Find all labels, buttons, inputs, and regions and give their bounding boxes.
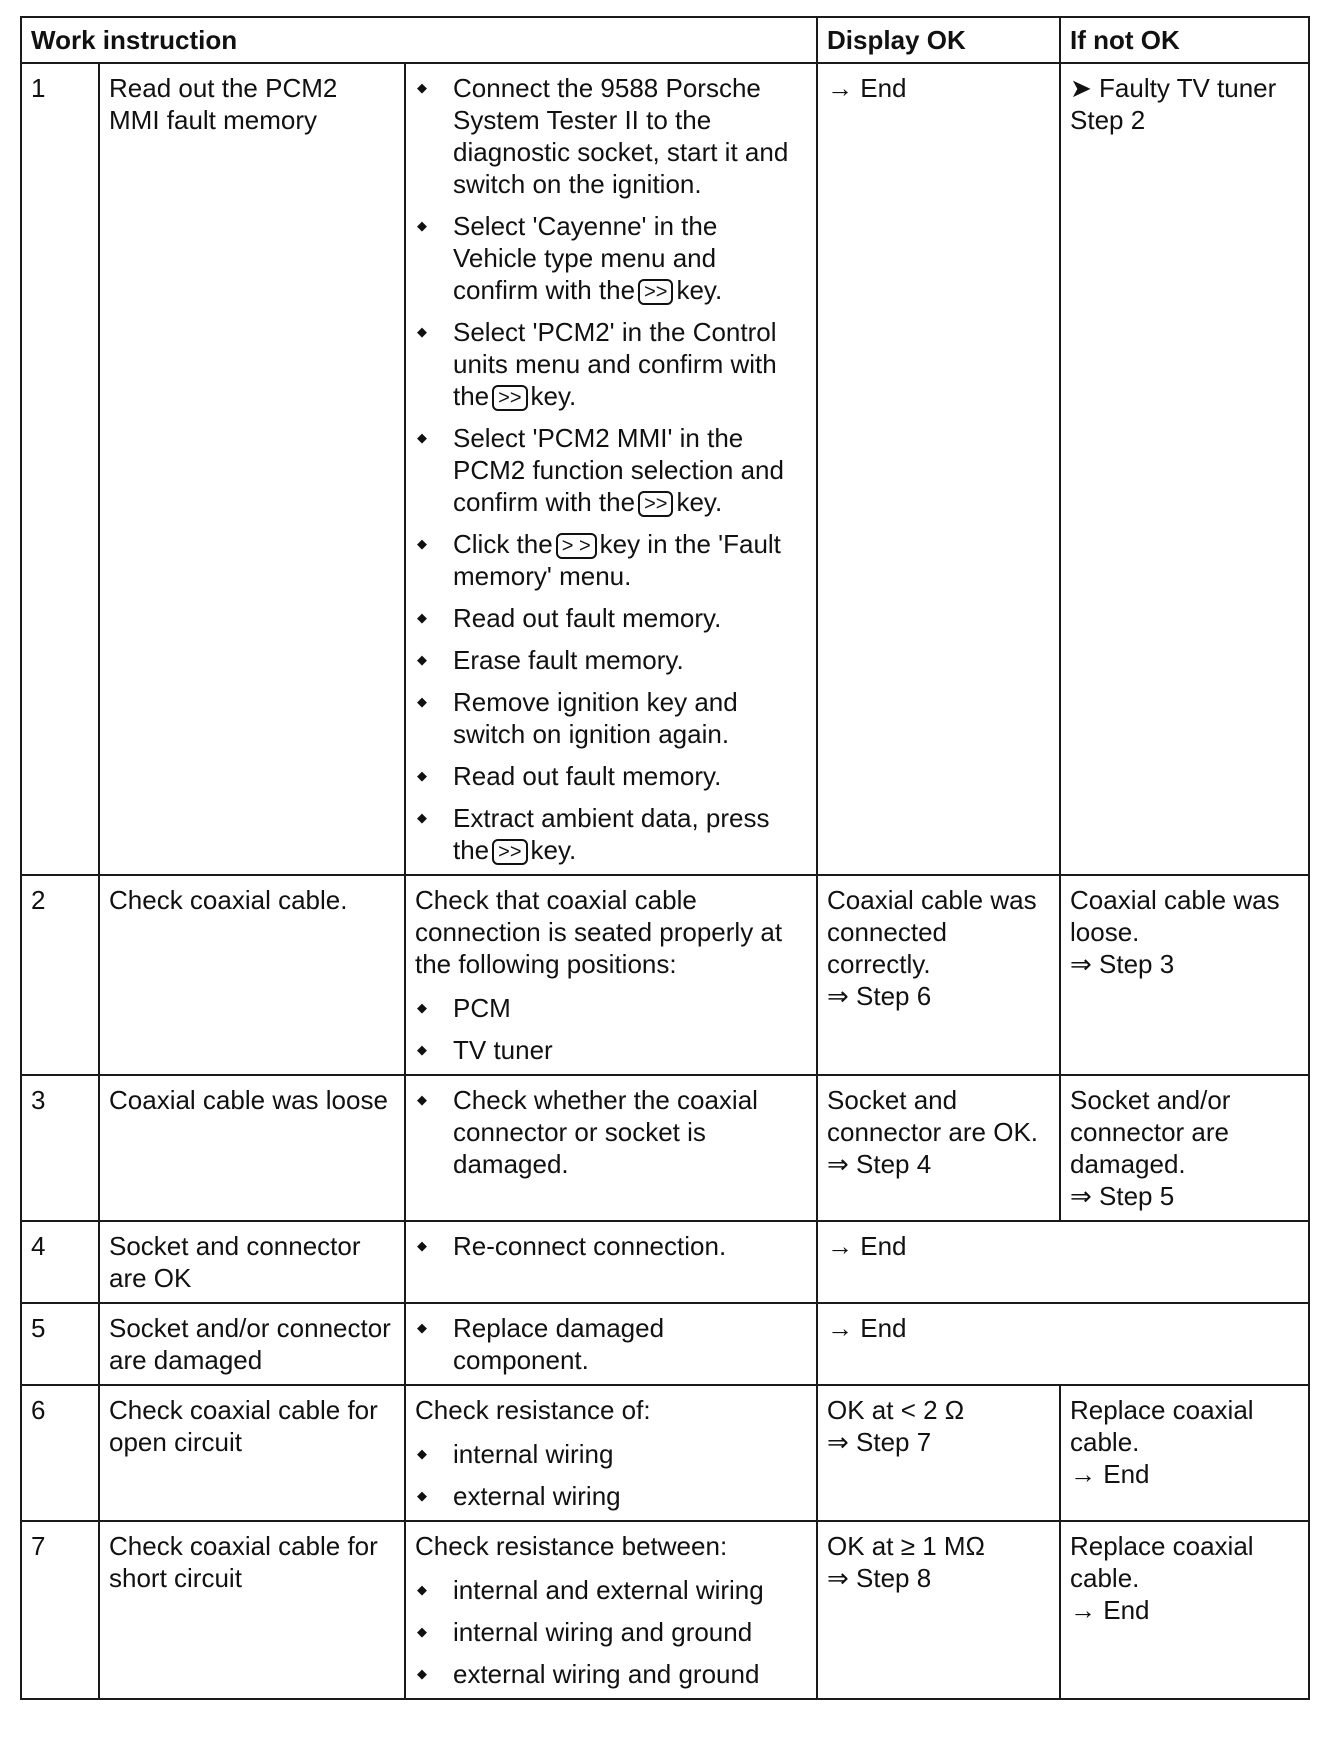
header-display-ok: Display OK — [817, 17, 1060, 63]
instruction-item: ◆ internal and external wiring — [415, 1574, 807, 1606]
display-ok-text: → End — [827, 1231, 907, 1261]
if-not-ok-step: Step 2 — [1070, 105, 1146, 135]
if-not-ok-text: ➤ Faulty TV tuner — [1070, 73, 1277, 103]
instruction-item: ◆ Read out fault memory. — [415, 602, 807, 634]
if-not-ok-step: ⇒ Step 3 — [1070, 949, 1175, 979]
step-title: Socket and connector are OK — [99, 1221, 405, 1303]
instruction-item: ◆ Check whether the coaxial connector or socket is damaged. — [415, 1084, 807, 1180]
display-ok-step: ⇒ Step 6 — [827, 981, 932, 1011]
step-title: Read out the PCM2 MMI fault memory — [99, 63, 405, 875]
if-not-ok-cell — [1060, 875, 1309, 1075]
instruction-list — [415, 1574, 807, 1690]
table-row — [21, 1385, 1309, 1521]
step-title: Coaxial cable was loose — [99, 1075, 405, 1221]
table-row — [21, 1075, 1309, 1221]
instruction-item: ◆ Replace damaged component. — [415, 1312, 807, 1376]
instruction-item: ◆ Click the > > key in the 'Fault memory' menu. — [415, 528, 807, 592]
if-not-ok-cell — [1060, 1385, 1309, 1521]
table-row — [21, 1521, 1309, 1699]
if-not-ok-step: → End — [1070, 1595, 1150, 1625]
instruction-list — [415, 992, 807, 1066]
display-ok-text: OK at < 2 Ω — [827, 1395, 965, 1425]
instruction-item: ◆ Remove ignition key and switch on ignition again. — [415, 686, 807, 750]
step-number: 6 — [21, 1385, 99, 1521]
display-ok-cell — [817, 1075, 1060, 1221]
instruction-list — [415, 72, 807, 866]
step-number: 5 — [21, 1303, 99, 1385]
step-title: Check coaxial cable for open circuit — [99, 1385, 405, 1521]
instruction-item: ◆ TV tuner — [415, 1034, 807, 1066]
instruction-item: ◆ Connect the 9588 Porsche System Tester II to the diagnostic socket, start it and switch on the ignition. — [415, 72, 807, 200]
step-title: Check coaxial cable. — [99, 875, 405, 1075]
if-not-ok-cell — [1060, 1521, 1309, 1699]
instruction-item: ◆ Erase fault memory. — [415, 644, 807, 676]
instruction-item: ◆ Extract ambient data, press the >> key. — [415, 802, 807, 866]
if-not-ok-text: Replace coaxial cable. — [1070, 1531, 1254, 1593]
step-instructions — [405, 1521, 817, 1699]
instruction-list — [415, 1438, 807, 1512]
instruction-item: ◆ internal wiring — [415, 1438, 807, 1470]
step-number: 1 — [21, 63, 99, 875]
instruction-item: ◆ PCM — [415, 992, 807, 1024]
if-not-ok-text: Coaxial cable was loose. — [1070, 885, 1280, 947]
step-instructions — [405, 63, 817, 875]
work-instruction-table — [20, 16, 1310, 1700]
table-row — [21, 1221, 1309, 1303]
step-number: 4 — [21, 1221, 99, 1303]
display-ok-step: ⇒ Step 7 — [827, 1427, 932, 1457]
forward-key-icon: >> — [638, 491, 673, 517]
instruction-item: ◆ Select 'Cayenne' in the Vehicle type menu and confirm with the >> key. — [415, 210, 807, 306]
step-number: 2 — [21, 875, 99, 1075]
step-instructions — [405, 1385, 817, 1521]
step-instructions — [405, 1075, 817, 1221]
instruction-item: ◆ external wiring and ground — [415, 1658, 807, 1690]
display-ok-cell — [817, 1221, 1309, 1303]
step-instructions — [405, 1221, 817, 1303]
step-instructions — [405, 875, 817, 1075]
step-title: Socket and/or connector are damaged — [99, 1303, 405, 1385]
display-ok-cell — [817, 63, 1060, 875]
forward-key-icon: >> — [492, 385, 527, 411]
table-row — [21, 63, 1309, 875]
instruction-item: ◆ Re-connect connection. — [415, 1230, 807, 1262]
instruction-item: ◆ Select 'PCM2' in the Control units menu and confirm with the >> key. — [415, 316, 807, 412]
display-ok-cell — [817, 1303, 1309, 1385]
step-number: 3 — [21, 1075, 99, 1221]
if-not-ok-cell — [1060, 1075, 1309, 1221]
step-instructions — [405, 1303, 817, 1385]
step-title: Check coaxial cable for short circuit — [99, 1521, 405, 1699]
header-work-instruction: Work instruction — [21, 17, 817, 63]
display-ok-step: ⇒ Step 8 — [827, 1563, 932, 1593]
instruction-item: ◆ Select 'PCM2 MMI' in the PCM2 function selection and confirm with the >> key. — [415, 422, 807, 518]
if-not-ok-step: ⇒ Step 5 — [1070, 1181, 1175, 1211]
instruction-list — [415, 1312, 807, 1376]
table-row — [21, 1303, 1309, 1385]
instruction-item: ◆ external wiring — [415, 1480, 807, 1512]
step-number: 7 — [21, 1521, 99, 1699]
header-row — [21, 17, 1309, 63]
display-ok-text: → End — [827, 73, 907, 103]
header-if-not-ok: If not OK — [1060, 17, 1309, 63]
forward-key-icon: > > — [556, 533, 597, 559]
instruction-intro: Check resistance of: — [415, 1395, 651, 1425]
table-row — [21, 875, 1309, 1075]
forward-key-icon: >> — [638, 279, 673, 305]
display-ok-cell — [817, 1521, 1060, 1699]
forward-key-icon: >> — [492, 839, 527, 865]
instruction-list — [415, 1084, 807, 1180]
instruction-item: ◆ Read out fault memory. — [415, 760, 807, 792]
if-not-ok-step: → End — [1070, 1459, 1150, 1489]
instruction-list — [415, 1230, 807, 1262]
if-not-ok-text: Socket and/or connector are damaged. — [1070, 1085, 1231, 1179]
display-ok-text: Socket and connector are OK. — [827, 1085, 1039, 1147]
display-ok-cell — [817, 875, 1060, 1075]
display-ok-step: ⇒ Step 4 — [827, 1149, 932, 1179]
instruction-intro: Check resistance between: — [415, 1531, 728, 1561]
display-ok-text: Coaxial cable was connected correctly. — [827, 885, 1037, 979]
instruction-item: ◆ internal wiring and ground — [415, 1616, 807, 1648]
instruction-intro: Check that coaxial cable connection is seated properly at the following positions: — [415, 885, 783, 979]
display-ok-cell — [817, 1385, 1060, 1521]
if-not-ok-cell — [1060, 63, 1309, 875]
display-ok-text: → End — [827, 1313, 907, 1343]
if-not-ok-text: Replace coaxial cable. — [1070, 1395, 1254, 1457]
display-ok-text: OK at ≥ 1 MΩ — [827, 1531, 985, 1561]
